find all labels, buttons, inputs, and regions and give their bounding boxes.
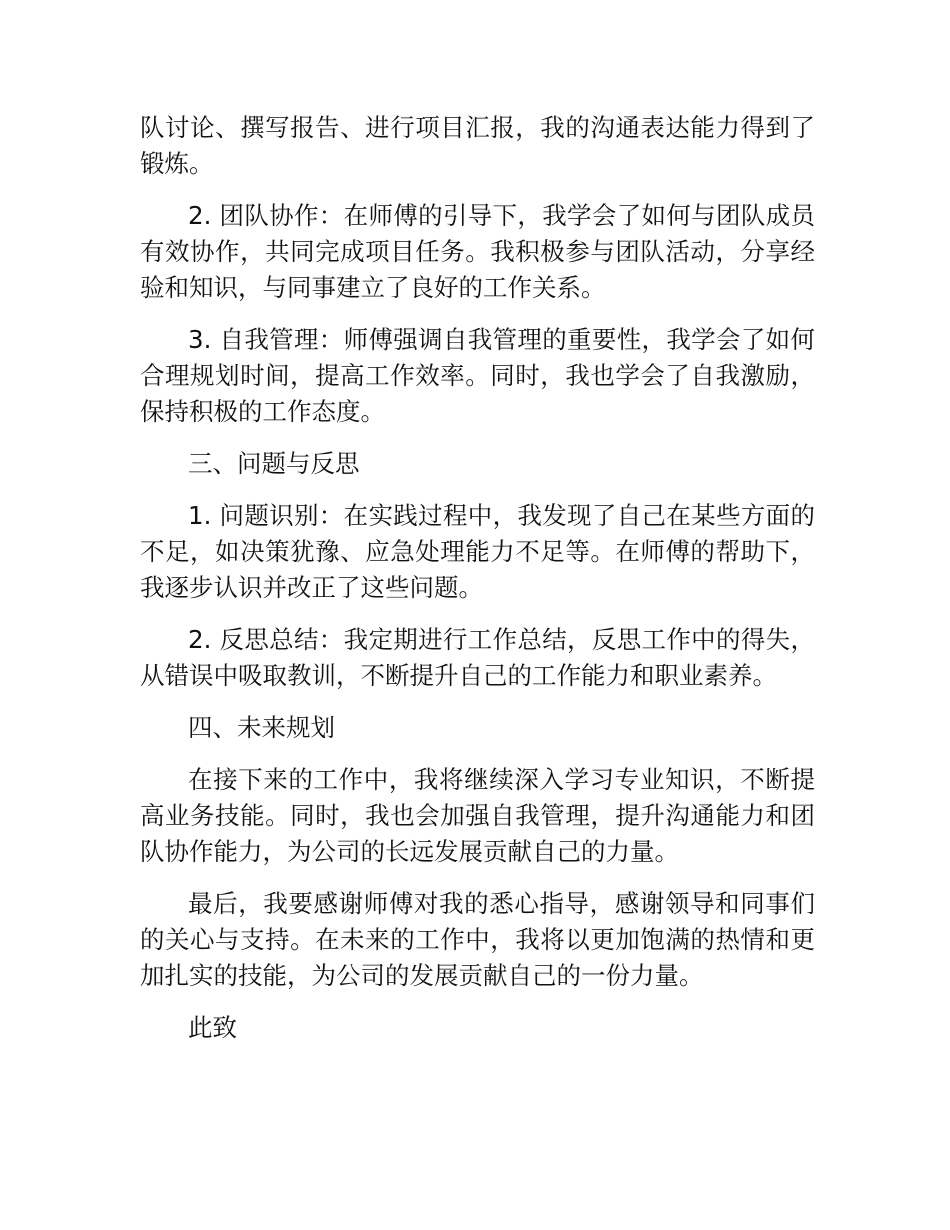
document-body — [140, 110, 815, 1062]
paragraph-thanks: 最后，我要感谢师傅对我的悉心指导，感谢领导和同事们的关心与支持。在未来的工作中，我将以更加饱满的热情和更加扎实的技能，为公司的发展贡献自己的一份力量。 — [140, 889, 815, 990]
section-heading-problems-reflection: 三、问题与反思 — [188, 449, 360, 478]
paragraph-problem-identification: 1. 问题识别：在实践过程中，我发现了自己在某些方面的不足，如决策犹豫、应急处理能力不足等。在师傅的帮助下，我逐步认识并改正了这些问题。 — [140, 501, 815, 602]
paragraph-self-management: 3. 自我管理：师傅强调自我管理的重要性，我学会了如何合理规划时间，提高工作效率。同时，我也学会了自我激励，保持积极的工作态度。 — [140, 325, 815, 426]
paragraph-team-collaboration: 2. 团队协作：在师傅的引导下，我学会了如何与团队成员有效协作，共同完成项目任务。我积极参与团队活动，分享经验和知识，与同事建立了良好的工作关系。 — [140, 201, 815, 302]
closing-salutation: 此致 — [188, 1013, 237, 1042]
paragraph-communication-continued: 队讨论、撰写报告、进行项目汇报，我的沟通表达能力得到了锻炼。 — [140, 113, 815, 178]
paragraph-reflection-summary: 2. 反思总结：我定期进行工作总结，反思工作中的得失，从错误中吸取教训，不断提升自己的工作能力和职业素养。 — [140, 625, 815, 690]
paragraph-future-work: 在接下来的工作中，我将继续深入学习专业知识，不断提高业务技能。同时，我也会加强自我管理，提升沟通能力和团队协作能力，为公司的长远发展贡献自己的力量。 — [140, 765, 815, 866]
section-heading-future-plan: 四、未来规划 — [188, 713, 335, 742]
